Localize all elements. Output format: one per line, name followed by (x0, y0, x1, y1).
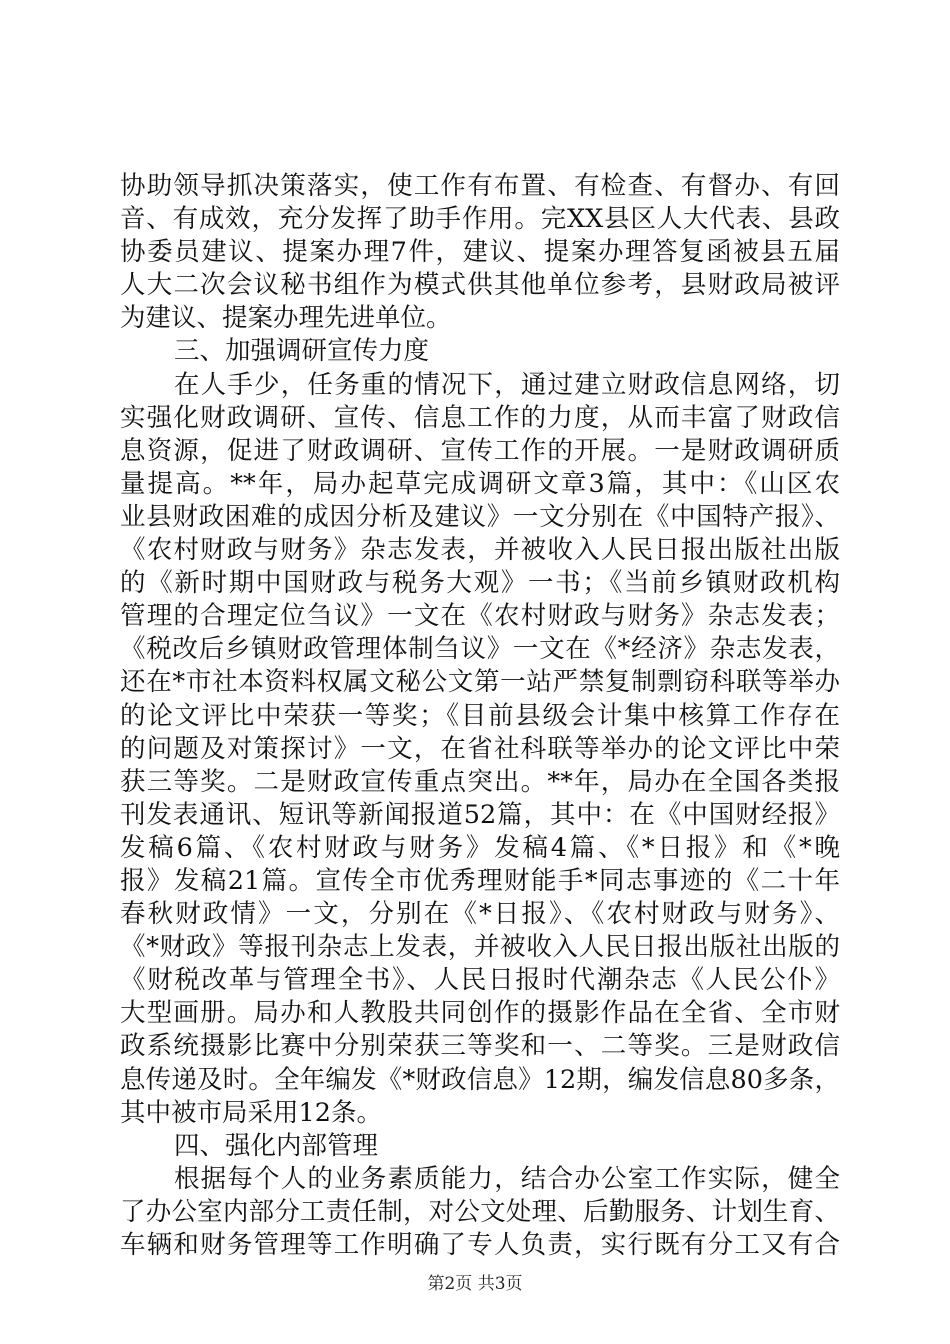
text-line: 协委员建议、提案办理7件，建议、提案办理答复函被县五届 (120, 237, 840, 268)
text-line: 业县财政困难的成因分析及建议》一文分别在《中国特产报》、 (120, 501, 840, 532)
paragraph-first-line: 根据每个人的业务素质能力，结合办公室工作实际，健全 (174, 1163, 840, 1194)
paragraph-first-line: 在人手少，任务重的情况下，通过建立财政信息网络，切 (174, 369, 840, 400)
text-line: 息传递及时。全年编发《*财政信息》12期，编发信息80多条， (120, 1064, 840, 1095)
text-line: 发稿6篇、《农村财政与财务》发稿4篇、《*日报》和《*晚 (120, 832, 840, 863)
text-line: 《农村财政与财务》杂志发表，并被收入人民日报出版社出版 (120, 535, 840, 566)
page-number-footer: 第2页 共3页 (427, 1274, 523, 1294)
text-line: 为建议、提案办理先进单位。 (120, 303, 452, 334)
text-line: 还在*市社本资料权属文秘公文第一站严禁复制剽窃科联等举办 (120, 667, 840, 698)
text-line: 报》发稿21篇。宣传全市优秀理财能手*同志事迹的《二十年 (120, 865, 840, 896)
text-line: 了办公室内部分工责任制，对公文处理、后勤服务、计划生育、 (120, 1196, 840, 1227)
text-line: 实强化财政调研、宣传、信息工作的力度，从而丰富了财政信 (120, 402, 840, 433)
text-line: 刊发表通讯、短讯等新闻报道52篇，其中：在《中国财经报》 (120, 799, 840, 830)
text-line: 协助领导抓决策落实，使工作有布置、有检查、有督办、有回 (120, 171, 840, 201)
text-line: 音、有成效，充分发挥了助手作用。完XX县区人大代表、县政 (120, 204, 840, 235)
text-line: 管理的合理定位刍议》一文在《农村财政与财务》杂志发表； (120, 601, 840, 632)
text-line: 的论文评比中荣获一等奖；《目前县级会计集中核算工作存在 (120, 700, 840, 731)
section-heading: 四、强化内部管理 (174, 1130, 379, 1161)
text-line: 车辆和财务管理等工作明确了专人负责，实行既有分工又有合 (120, 1230, 840, 1260)
text-line: 息资源，促进了财政调研、宣传工作的开展。一是财政调研质 (120, 435, 840, 466)
text-line: 《*财政》等报刊杂志上发表，并被收入人民日报出版社出版的 (120, 932, 840, 963)
text-line: 春秋财政情》一文，分别在《*日报》、《农村财政与财务》、 (120, 899, 840, 930)
text-line: 的问题及对策探讨》一文，在省社科联等举办的论文评比中荣 (120, 733, 840, 764)
text-line: 的《新时期中国财政与税务大观》一书；《当前乡镇财政机构 (120, 568, 840, 599)
text-line: 《财税改革与管理全书》、人民日报时代潮杂志《人民公仆》 (120, 965, 840, 996)
text-line: 人大二次会议秘书组作为模式供其他单位参考，县财政局被评 (120, 270, 840, 301)
document-body (120, 170, 840, 1262)
section-heading: 三、加强调研宣传力度 (174, 336, 430, 367)
text-line: 大型画册。局办和人教股共同创作的摄影作品在全省、全市财 (120, 998, 840, 1029)
text-line: 获三等奖。二是财政宣传重点突出。**年，局办在全国各类报 (120, 766, 840, 797)
text-line: 政系统摄影比赛中分别荣获三等奖和一、二等奖。三是财政信 (120, 1031, 840, 1062)
text-line: 量提高。**年，局办起草完成调研文章3篇，其中：《山区农 (120, 468, 840, 499)
text-line: 《税改后乡镇财政管理体制刍议》一文在《*经济》杂志发表， (120, 634, 840, 665)
text-line: 其中被市局采用12条。 (120, 1097, 382, 1128)
